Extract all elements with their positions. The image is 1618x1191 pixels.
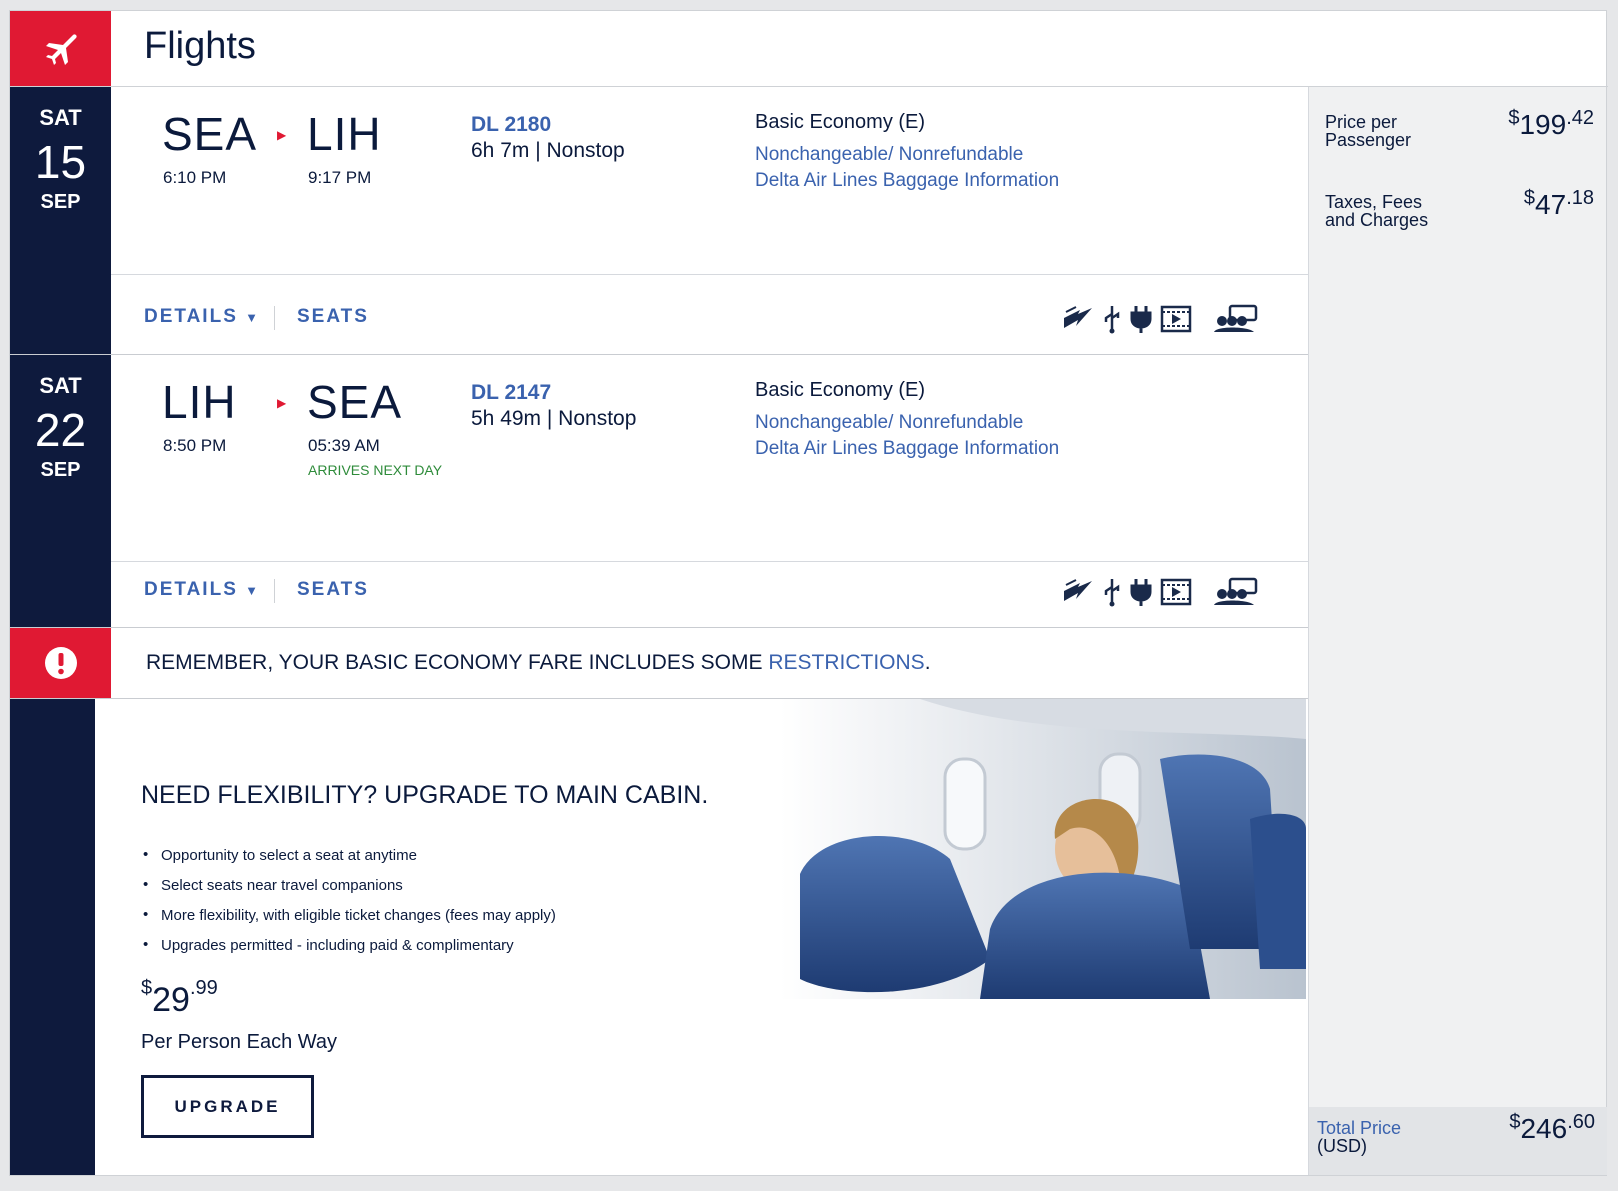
arrival-time: 9:17 PM [308, 168, 372, 187]
price-dollars: 246 [1520, 1113, 1568, 1144]
day-number: 15 [34, 136, 87, 188]
arrives-next-day-note: ARRIVES NEXT DAY [308, 462, 443, 478]
price-cents: .60 [1567, 1111, 1595, 1133]
details-label: DETAILS [144, 306, 238, 327]
wifi-icon [1062, 577, 1096, 607]
flights-card [9, 10, 1607, 1176]
price-cents: .99 [189, 977, 218, 999]
tab-separator [274, 306, 275, 330]
cabin-photo [780, 699, 1306, 999]
plane-icon [10, 11, 111, 86]
destination-code: SEA [307, 376, 403, 428]
currency-symbol: $ [1509, 1111, 1521, 1133]
total-price [1509, 1113, 1595, 1145]
seats-tab[interactable]: SEATS [297, 306, 369, 327]
flight-number-link[interactable]: DL 2147 [471, 381, 552, 404]
upgrade-button[interactable]: UPGRADE [141, 1075, 314, 1138]
price-dollars: 47 [1535, 189, 1567, 220]
total-price-row [1309, 1107, 1607, 1175]
currency-symbol: $ [141, 977, 153, 999]
taxes-amount [1524, 189, 1594, 221]
arrival-time: 05:39 AM [308, 436, 380, 455]
divider [111, 561, 1308, 562]
usb-icon [1102, 304, 1122, 334]
power-icon [1128, 304, 1154, 334]
usb-icon [1102, 577, 1122, 607]
price-dollars: 29 [152, 981, 190, 1019]
origin-code: LIH [162, 376, 237, 428]
caret-down-icon: ▼ [245, 583, 261, 598]
fare-class: Basic Economy (E) [755, 379, 926, 401]
price-per-passenger [1508, 109, 1594, 141]
entertainment-icon [1160, 578, 1192, 606]
upsell-benefits-list [141, 847, 556, 967]
details-toggle[interactable] [144, 306, 260, 328]
list-item: • Select seats near travel companions [141, 877, 556, 894]
divider [10, 627, 1308, 628]
currency-symbol: $ [1523, 187, 1536, 209]
price-cents: .18 [1566, 187, 1594, 209]
fare-rules-link[interactable]: Nonchangeable/ Nonrefundable [755, 144, 1024, 165]
amenities [1062, 577, 1260, 607]
notice-end: . [924, 651, 931, 674]
destination-code: LIH [307, 108, 382, 160]
baggage-info-link[interactable]: Delta Air Lines Baggage Information [755, 170, 1060, 191]
details-label: DETAILS [144, 579, 238, 600]
route-arrow-icon: ▶ [277, 396, 287, 410]
origin-code: SEA [162, 108, 258, 160]
currency-symbol: $ [1508, 107, 1520, 129]
seat-config-icon [1212, 304, 1260, 334]
basic-economy-notice [146, 651, 931, 675]
seats-tab[interactable]: SEATS [297, 579, 369, 600]
day-of-week: SAT [39, 373, 82, 398]
month: SEP [40, 191, 81, 213]
alert-icon [10, 628, 111, 698]
list-item: • More flexibility, with eligible ticket changes (fees may apply) [141, 907, 556, 924]
flight-duration: 6h 7m | Nonstop [471, 139, 625, 162]
seat-config-icon [1212, 577, 1260, 607]
page-title: Flights [144, 25, 256, 67]
price-cents: .42 [1566, 107, 1594, 129]
upsell-accent-bar [10, 699, 95, 1175]
flight-duration: 5h 49m | Nonstop [471, 407, 637, 430]
fare-class: Basic Economy (E) [755, 111, 926, 133]
power-icon [1128, 577, 1154, 607]
date-block-outbound [10, 87, 111, 354]
restrictions-link[interactable]: RESTRICTIONS [768, 651, 925, 674]
details-toggle[interactable] [144, 579, 260, 601]
date-block-return [10, 355, 111, 627]
fare-rules-link[interactable]: Nonchangeable/ Nonrefundable [755, 412, 1024, 433]
baggage-info-link[interactable]: Delta Air Lines Baggage Information [755, 438, 1060, 459]
caret-down-icon: ▼ [245, 310, 261, 325]
departure-time: 8:50 PM [163, 436, 227, 455]
list-item: • Upgrades permitted - including paid & complimentary [141, 937, 556, 954]
day-number: 22 [34, 404, 87, 456]
departure-time: 6:10 PM [163, 168, 227, 187]
taxes-label: Taxes, Fees and Charges [1325, 192, 1429, 230]
total-price-label: Total Price [1317, 1118, 1402, 1138]
amenities [1062, 304, 1260, 334]
month: SEP [40, 459, 81, 481]
list-item: • Opportunity to select a seat at anytime [141, 847, 556, 864]
divider [10, 354, 1308, 355]
notice-text: REMEMBER, YOUR BASIC ECONOMY FARE INCLUDES SOME [146, 651, 769, 674]
divider [111, 274, 1308, 275]
day-of-week: SAT [39, 105, 82, 130]
price-per-passenger-label: Price per Passenger [1325, 112, 1412, 150]
price-summary-panel [1308, 87, 1606, 1175]
tab-separator [274, 579, 275, 603]
wifi-icon [1062, 304, 1096, 334]
route-arrow-icon: ▶ [277, 128, 287, 142]
currency-label: (USD) [1317, 1136, 1367, 1156]
entertainment-icon [1160, 305, 1192, 333]
price-dollars: 199 [1519, 109, 1567, 140]
flight-number-link[interactable]: DL 2180 [471, 113, 552, 136]
upsell-title: NEED FLEXIBILITY? UPGRADE TO MAIN CABIN. [141, 781, 709, 809]
upsell-price-note: Per Person Each Way [141, 1031, 338, 1053]
upsell-price [141, 977, 218, 1020]
